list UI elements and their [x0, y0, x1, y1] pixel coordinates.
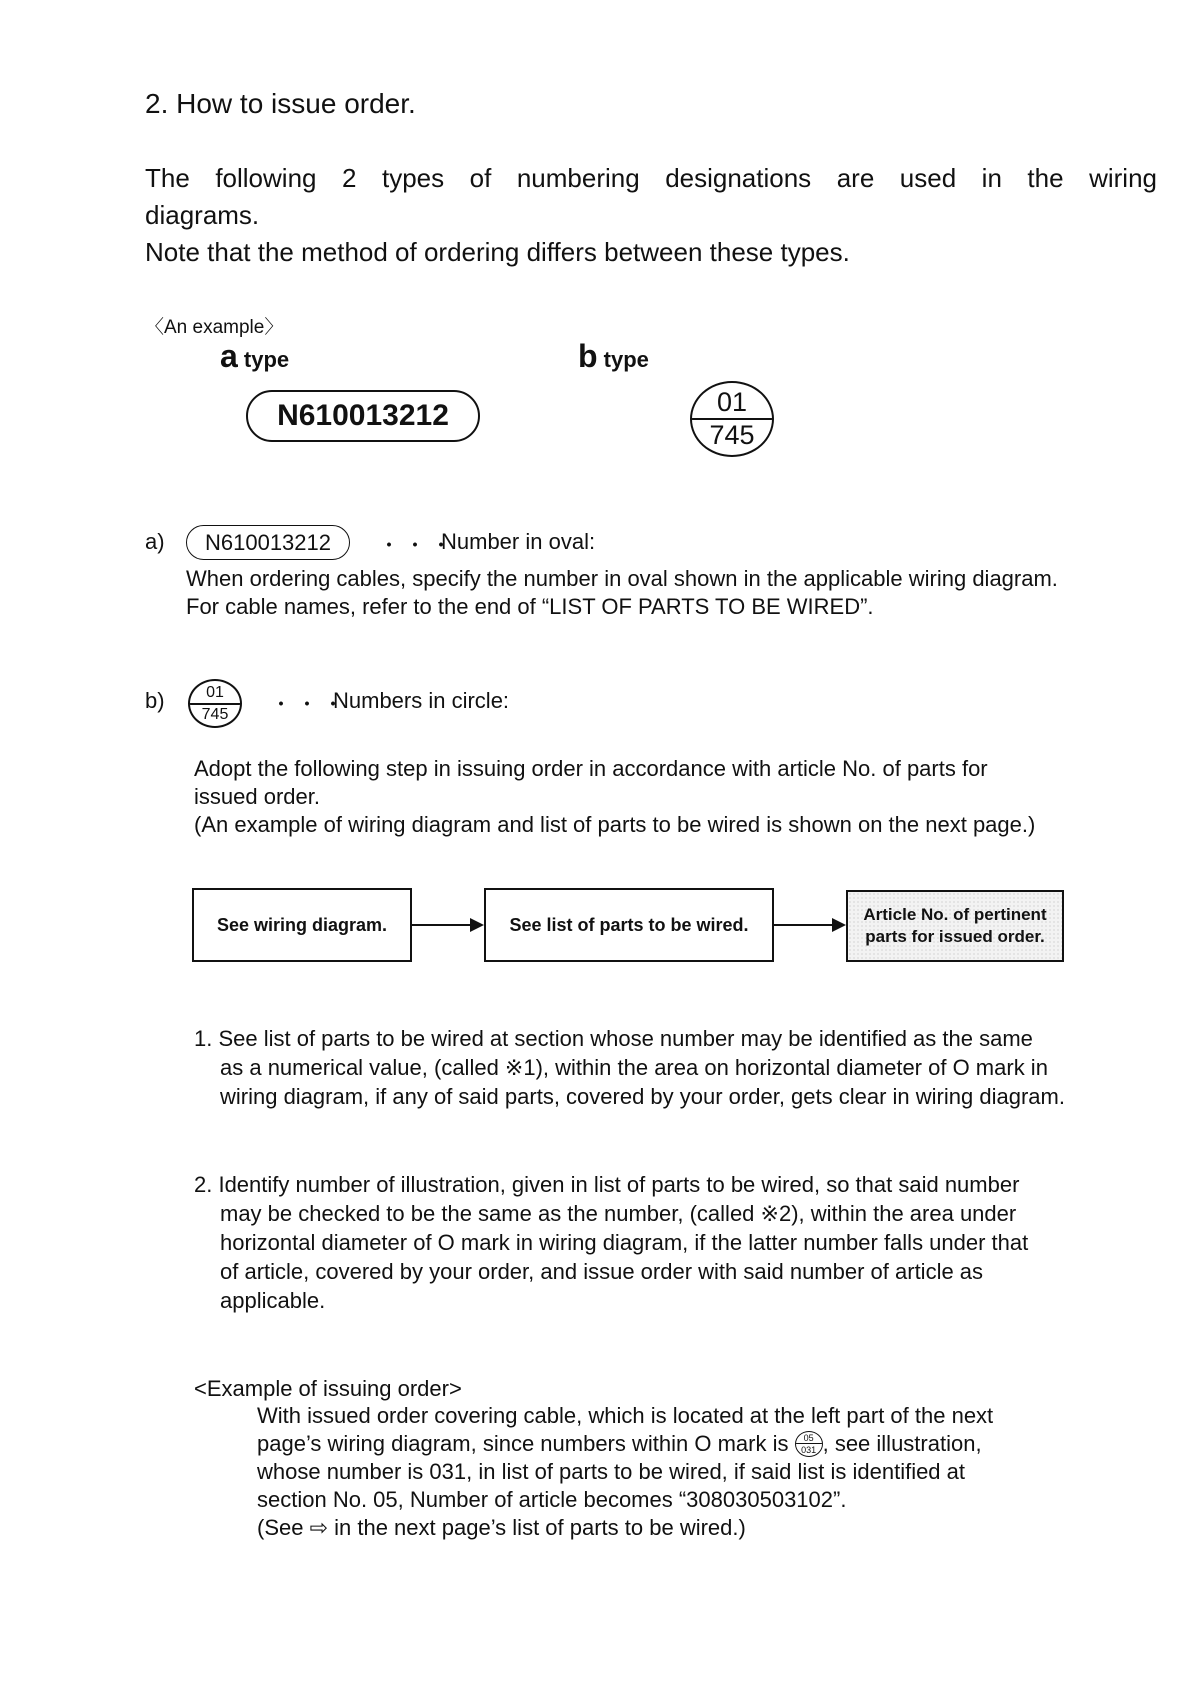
item-b-circle-bottom: 745 [201, 706, 229, 723]
circle-top-number: 01 [692, 383, 772, 420]
issuing-example-title: <Example of issuing order> [194, 1376, 462, 1401]
flow-step-list-of-parts: See list of parts to be wired. [484, 888, 774, 962]
line-2-text-b: , see illustration, [822, 1431, 982, 1456]
item-a-description [186, 565, 1058, 621]
step-1-line-1: 1. See list of parts to be wired at section whose number may be identified as the same [194, 1026, 1033, 1051]
step-2-line-1: 2. Identify number of illustration, given in list of parts to be wired, so that said number [194, 1172, 1020, 1197]
issuing-example-line-4: section No. 05, Number of article becomes “308030503102”. [257, 1487, 847, 1512]
b-type-letter: b [578, 338, 598, 374]
item-b-line-2: issued order. [194, 784, 320, 809]
issuing-example-line-1: With issued order covering cable, which is located at the left part of the next [257, 1403, 994, 1428]
issuing-example-line-5: (See ⇨ in the next page’s list of parts to be wired.) [257, 1515, 746, 1540]
intro-line-2: diagrams. [145, 200, 260, 230]
item-b-description [194, 755, 1035, 839]
oval-number-example: N610013212 [246, 390, 480, 442]
flow-step-wiring-diagram: See wiring diagram. [192, 888, 412, 962]
step-1-line-2: as a numerical value, (called ※1), within the area on horizontal diameter of O mark in [220, 1055, 1048, 1080]
issuing-example-body [257, 1402, 1137, 1542]
step-2-line-4: of article, covered by your order, and issue order with said number of article as [220, 1259, 984, 1284]
a-type-word: type [237, 347, 290, 372]
item-b-circle-top: 01 [190, 681, 240, 705]
item-b-marker: b) [145, 688, 165, 713]
inline-circle-bottom: 031 [801, 1445, 817, 1455]
step-1-line-3: wiring diagram, if any of said parts, covered by your order, gets clear in wiring diagram. [220, 1084, 1065, 1109]
item-b-title: Numbers in circle: [333, 688, 510, 713]
flow-arrow-1 [412, 924, 482, 926]
flow-step-article-no [846, 890, 1064, 962]
item-b-dots: ・・・ [270, 692, 349, 717]
inline-circle-top: 05 [796, 1432, 822, 1444]
example-label: 〈An example〉 [145, 317, 284, 338]
line-2-text-a: page’s wiring diagram, since numbers within O mark is [257, 1431, 795, 1456]
inline-circle-mark [795, 1431, 823, 1457]
circle-number-example [690, 381, 774, 457]
item-b-line-3: (An example of wiring diagram and list of parts to be wired is shown on the next page.) [194, 812, 1036, 837]
step-2-line-5: applicable. [220, 1288, 326, 1313]
flow-step-3-line-2: parts for issued order. [865, 927, 1045, 946]
item-b-circle [188, 679, 242, 728]
issuing-example-line-3: whose number is 031, in list of parts to be wired, if said list is identified at [257, 1459, 966, 1484]
a-type-label [220, 338, 289, 375]
b-type-word: type [597, 347, 649, 372]
intro-paragraph [145, 160, 1157, 271]
circle-bottom-number: 745 [709, 420, 755, 450]
b-type-label [578, 338, 649, 375]
a-type-letter: a [220, 338, 238, 374]
step-2 [194, 1170, 1154, 1315]
item-a-marker: a) [145, 529, 165, 554]
flow-step-3-line-1: Article No. of pertinent [863, 905, 1047, 924]
section-title: 2. How to issue order. [145, 88, 416, 119]
intro-line-1: The following 2 types of numbering designations are used in the wiring [145, 163, 1157, 193]
item-a-oval: N610013212 [186, 525, 350, 560]
step-1 [194, 1024, 1154, 1111]
issuing-example-line-2 [257, 1430, 1137, 1458]
item-a-line-2: For cable names, refer to the end of “LIST OF PARTS TO BE WIRED”. [186, 594, 874, 619]
item-a-line-1: When ordering cables, specify the number in oval shown in the applicable wiring diagram. [186, 566, 1058, 591]
step-2-line-2: may be checked to be the same as the number, (called ※2), within the area under [220, 1201, 1017, 1226]
step-2-line-3: horizontal diameter of O mark in wiring diagram, if the latter number falls under that [220, 1230, 1029, 1255]
item-a-dots: ・・・ [378, 533, 457, 558]
item-a-title: Number in oval: [441, 529, 596, 554]
flow-arrow-2 [774, 924, 844, 926]
intro-line-3: Note that the method of ordering differs between these types. [145, 237, 850, 267]
item-b-line-1: Adopt the following step in issuing order in accordance with article No. of parts for [194, 756, 988, 781]
